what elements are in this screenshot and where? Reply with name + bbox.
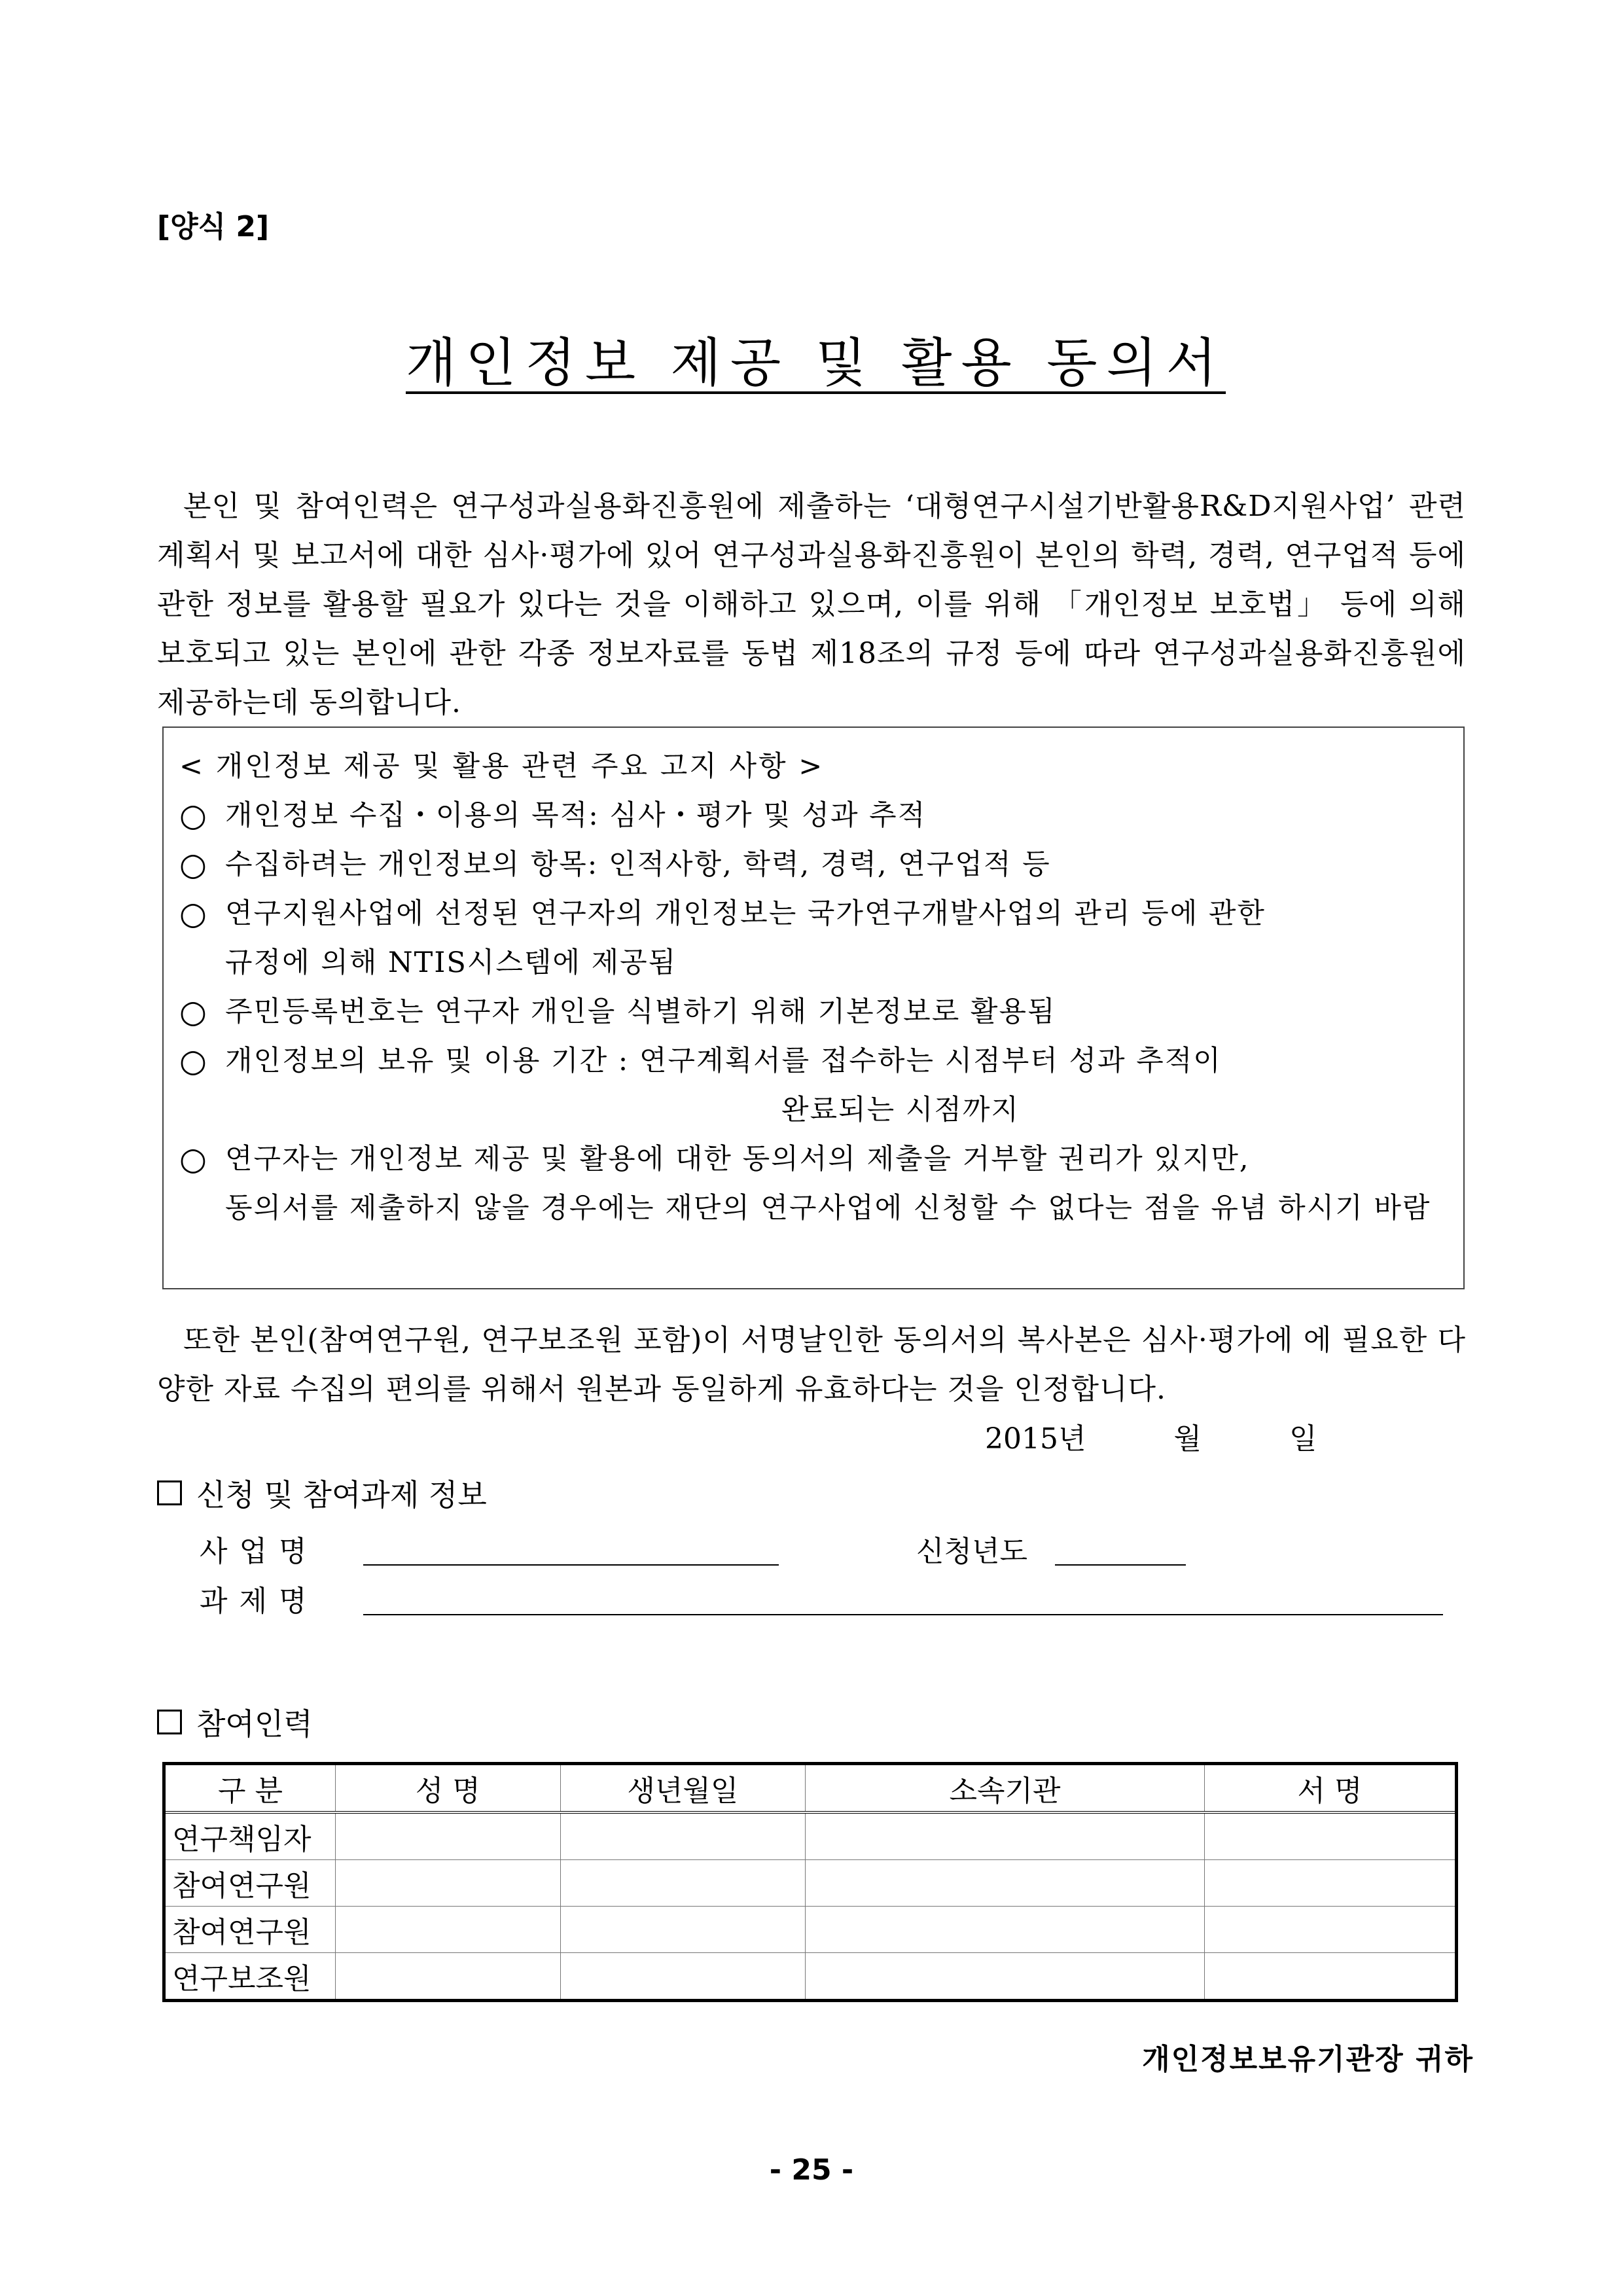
application-section-heading (157, 1471, 487, 1515)
circle-bullet-icon: ○ (179, 1043, 207, 1079)
row-label: 연구보조원 (164, 1953, 336, 2001)
form-label: [양식 2] (157, 210, 270, 243)
application-section-title: 신청 및 참여과제 정보 (196, 1477, 487, 1513)
affiliation-cell[interactable] (805, 1953, 1204, 2001)
date-day: 일 (1289, 1422, 1317, 1456)
notice-item (179, 1037, 1448, 1135)
birthdate-cell[interactable] (560, 1860, 805, 1907)
circle-bullet-icon: ○ (179, 994, 207, 1030)
row-label: 참여연구원 (164, 1907, 336, 1953)
date-month: 월 (1173, 1422, 1202, 1456)
document-title: 개인정보 제공 및 활용 동의서 (406, 332, 1226, 393)
task-name-field[interactable] (363, 1614, 1443, 1615)
signature-cell[interactable] (1205, 1953, 1457, 2001)
checkbox-icon[interactable] (157, 1480, 182, 1505)
notice-item-continuation: 규정에 의해 NTIS시스템에 제공됨 (225, 946, 677, 979)
application-year-label: 신청년도 (916, 1535, 1028, 1568)
project-name-field[interactable] (363, 1564, 779, 1566)
affiliation-cell[interactable] (805, 1860, 1204, 1907)
signature-cell[interactable] (1205, 1812, 1457, 1860)
table-row (164, 1860, 1457, 1907)
circle-bullet-icon: ○ (179, 895, 207, 932)
row-label: 연구책임자 (164, 1812, 336, 1860)
notice-item-text: 개인정보 수집・이용의 목적: 심사・평가 및 성과 추적 (225, 799, 927, 832)
personnel-section-heading (157, 1700, 313, 1744)
intro-paragraph: 본인 및 참여인력은 연구성과실용화진흥원에 제출하는 ‘대형연구시설기반활용R&D지원사업’ 관련 계획서 및 보고서에 대한 심사·평가에 있어 연구성과실용화진흥원이 본인의 학력, 경력, 연구업적 등에 관한 정보를 활용할 필요가 있다는 것을 이해하고 있으며, 이를 위해 「개인정보 보호법」 등에 의해 보호되고 있는 본인에 관한 각종 정보자료를 동법 제18조의 규정 등에 따라 연구성과실용화진흥원에 제공하는데 동의합니다. (157, 490, 1466, 719)
application-year-field[interactable] (1055, 1564, 1186, 1566)
circle-bullet-icon: ○ (179, 797, 207, 834)
notice-item (179, 840, 1448, 889)
notice-item-continuation: 동의서를 제출하지 않을 경우에는 재단의 연구사업에 신청할 수 없다는 점을 유념 하시기 바람 (225, 1192, 1431, 1225)
notice-heading: < 개인정보 제공 및 활용 관련 주요 고지 사항 > (179, 750, 825, 783)
notice-item (179, 1135, 1448, 1233)
notice-item-text: 연구지원사업에 선정된 연구자의 개인정보는 국가연구개발사업의 관리 등에 관한 (225, 897, 1266, 930)
column-header: 생년월일 (560, 1764, 805, 1813)
table-row (164, 1812, 1457, 1860)
column-header: 서 명 (1205, 1764, 1457, 1813)
signature-cell[interactable] (1205, 1907, 1457, 1953)
affiliation-cell[interactable] (805, 1907, 1204, 1953)
circle-bullet-icon: ○ (179, 846, 207, 883)
birthdate-cell[interactable] (560, 1907, 805, 1953)
table-row (164, 1907, 1457, 1953)
personnel-section-title: 참여인력 (196, 1706, 313, 1742)
notice-item-text: 수집하려는 개인정보의 항목: 인적사항, 학력, 경력, 연구업적 등 (225, 848, 1051, 881)
name-cell[interactable] (335, 1907, 560, 1953)
task-name-label: 과제명 (200, 1585, 319, 1618)
recipient-line: 개인정보보유기관장 귀하 (1142, 2043, 1474, 2076)
column-header: 구 분 (164, 1764, 336, 1813)
notice-item (179, 988, 1448, 1037)
row-label: 참여연구원 (164, 1860, 336, 1907)
notice-item-text: 개인정보의 보유 및 이용 기간 : 연구계획서를 접수하는 시점부터 성과 추적이 (225, 1045, 1222, 1077)
birthdate-cell[interactable] (560, 1812, 805, 1860)
circle-bullet-icon: ○ (179, 1141, 207, 1177)
notice-item (179, 889, 1448, 988)
personnel-table (162, 1762, 1458, 2002)
outro-paragraph: 또한 본인(참여연구원, 연구보조원 포함)이 서명날인한 동의서의 복사본은 심사·평가에 에 필요한 다양한 자료 수집의 편의를 위해서 원본과 동일하게 유효하다는 것을 인정합니다. (157, 1323, 1466, 1406)
notice-item-text: 연구자는 개인정보 제공 및 활용에 대한 동의서의 제출을 거부할 권리가 있지만, (225, 1143, 1250, 1175)
name-cell[interactable] (335, 1860, 560, 1907)
column-header: 성 명 (335, 1764, 560, 1813)
column-header: 소속기관 (805, 1764, 1204, 1813)
date-line (985, 1415, 1317, 1457)
project-name-label: 사업명 (200, 1535, 319, 1568)
notice-item-text: 주민등록번호는 연구자 개인을 식별하기 위해 기본정보로 활용됨 (225, 996, 1056, 1028)
affiliation-cell[interactable] (805, 1812, 1204, 1860)
notice-box (162, 726, 1465, 1289)
table-row (164, 1953, 1457, 2001)
signature-cell[interactable] (1205, 1860, 1457, 1907)
date-year: 2015년 (985, 1422, 1086, 1456)
notice-item-continuation: 완료되는 시점까지 (781, 1094, 1020, 1126)
name-cell[interactable] (335, 1812, 560, 1860)
birthdate-cell[interactable] (560, 1953, 805, 2001)
notice-item (179, 791, 1448, 840)
name-cell[interactable] (335, 1953, 560, 2001)
table-header-row (164, 1764, 1457, 1813)
checkbox-icon[interactable] (157, 1710, 182, 1734)
page-number: - 25 - (769, 2153, 854, 2187)
